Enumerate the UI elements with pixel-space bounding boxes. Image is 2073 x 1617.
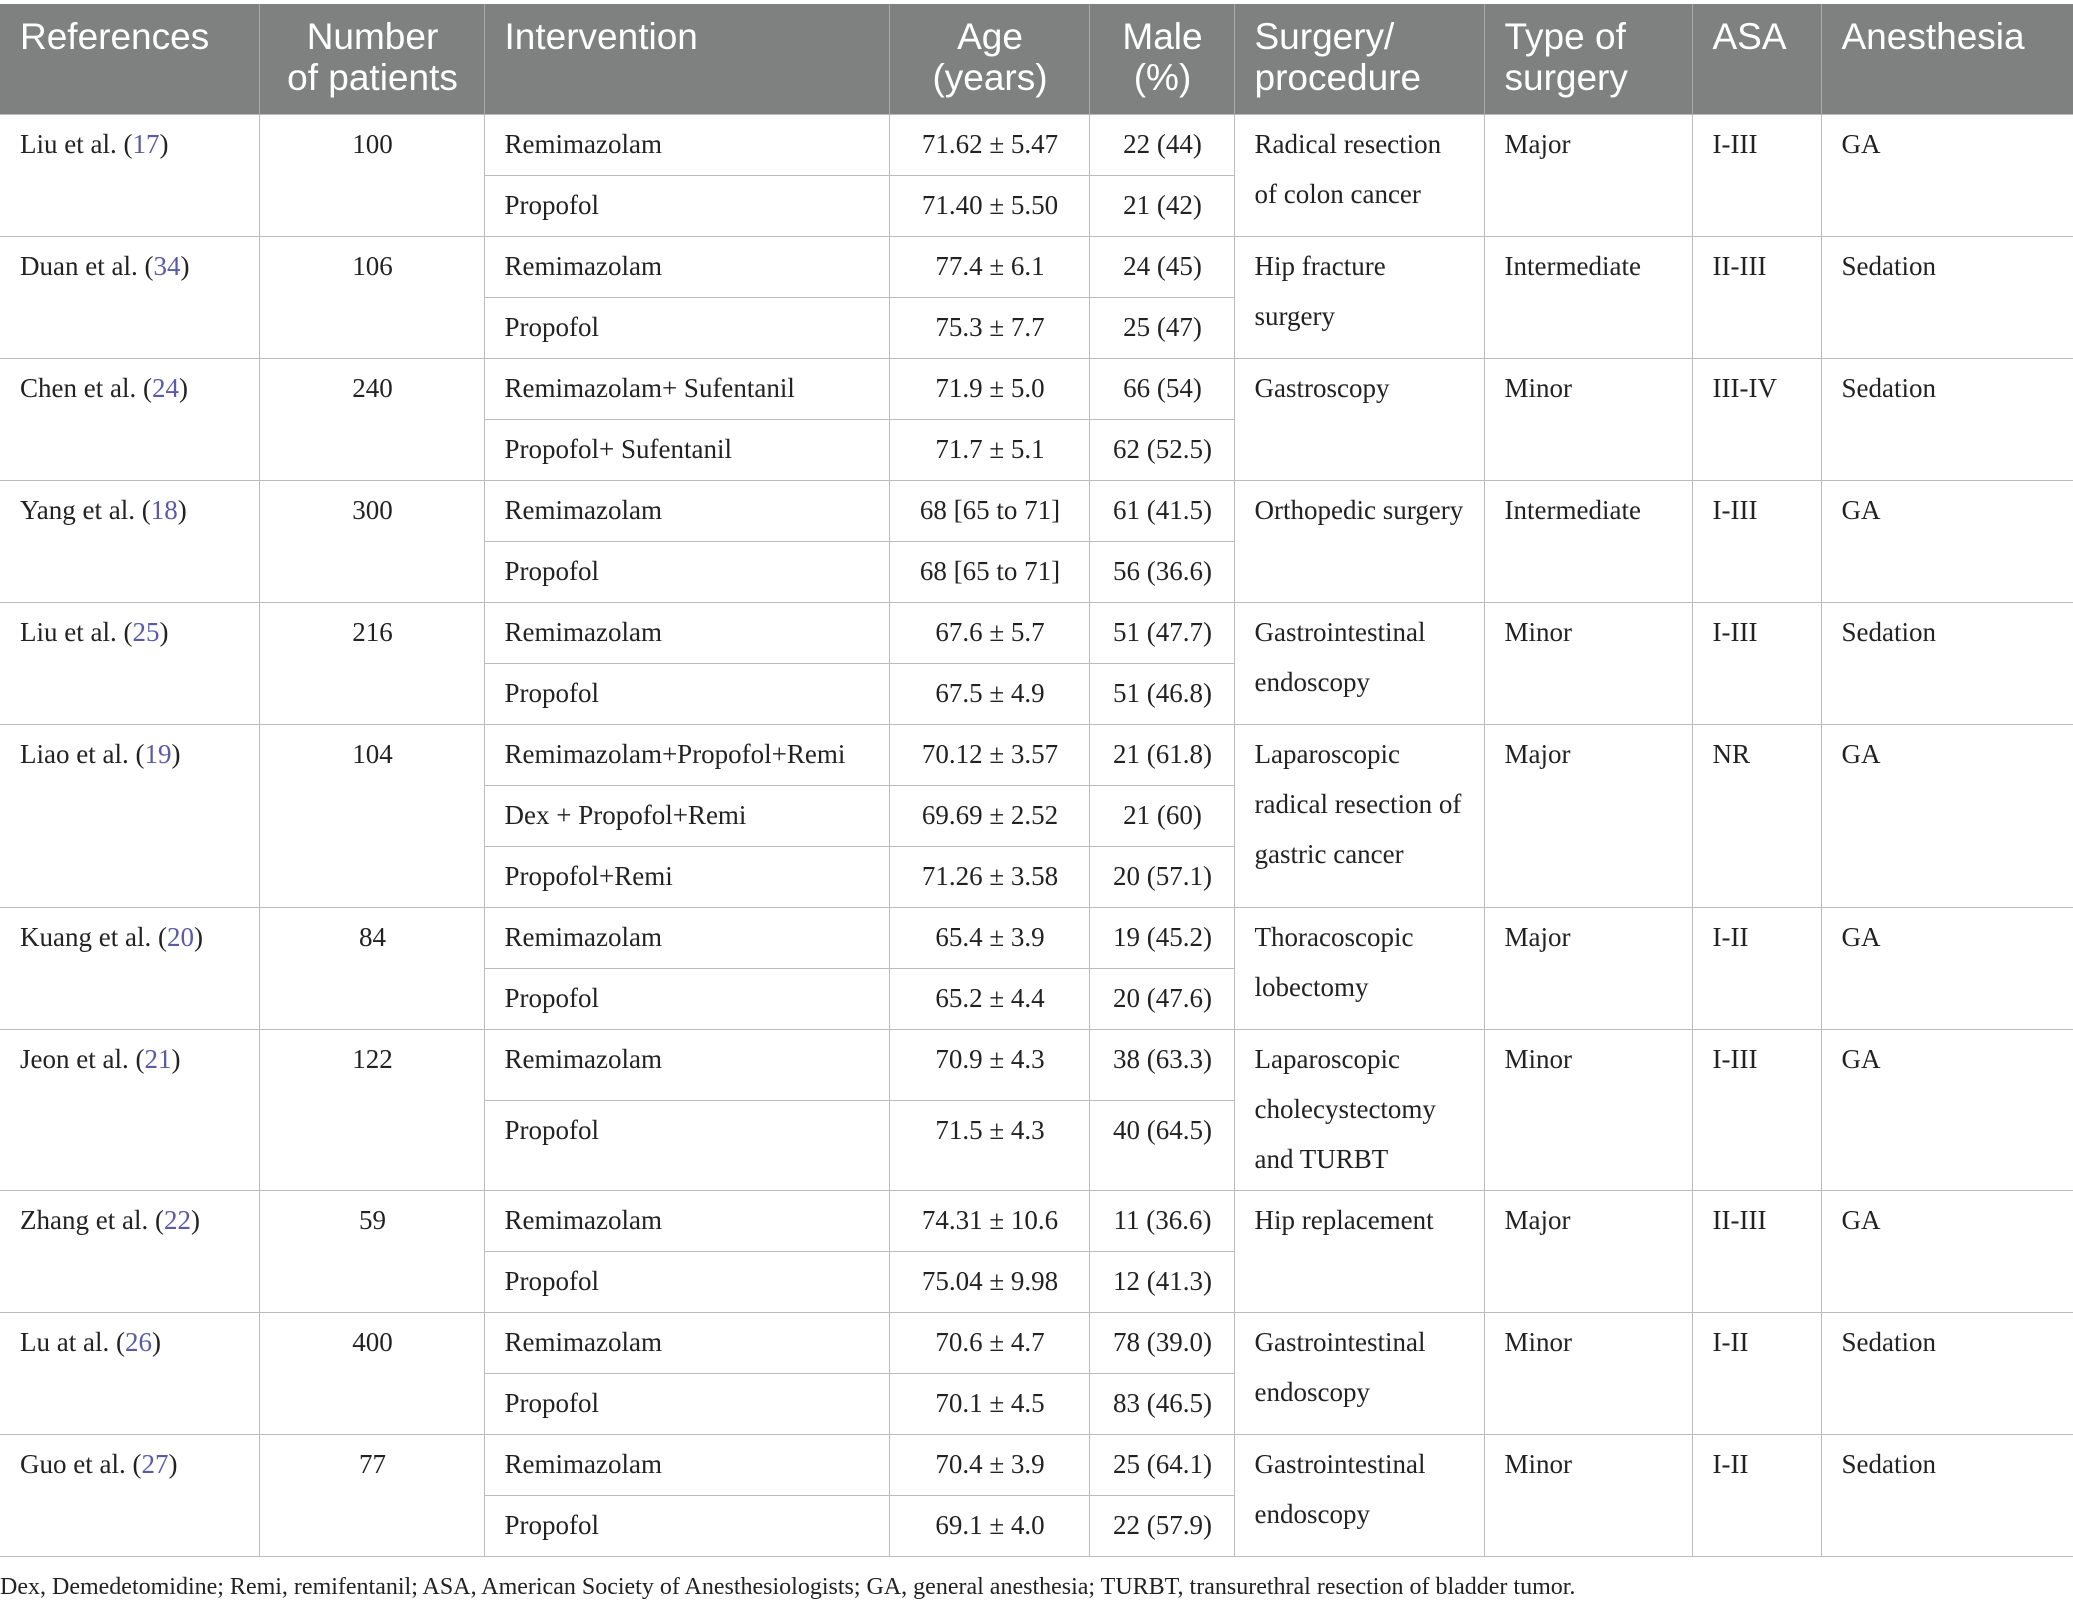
cell-male: 20 (57.1) <box>1089 846 1234 907</box>
cell-male: 61 (41.5) <box>1089 480 1234 541</box>
reference-close: ) <box>178 372 188 403</box>
reference-number: 20 <box>166 921 194 952</box>
cell-age: 69.1 ± 4.0 <box>889 1495 1089 1556</box>
cell-intervention: Remimazolam <box>484 1312 889 1373</box>
cell-intervention: Propofol <box>484 175 889 236</box>
cell-male: 25 (64.1) <box>1089 1434 1234 1495</box>
cell-number-of-patients: 106 <box>259 236 484 358</box>
cell-surgery-procedure: Orthopedic surgery <box>1234 480 1484 602</box>
table-row <box>0 1029 2073 1101</box>
cell-male: 78 (39.0) <box>1089 1312 1234 1373</box>
cell-reference <box>0 114 259 236</box>
cell-male: 40 (64.5) <box>1089 1101 1234 1190</box>
reference-number: 17 <box>132 128 160 159</box>
cell-age: 70.9 ± 4.3 <box>889 1029 1089 1101</box>
cell-reference <box>0 724 259 907</box>
cell-intervention: Propofol <box>484 1251 889 1312</box>
cell-age: 75.3 ± 7.7 <box>889 297 1089 358</box>
table-row <box>0 236 2073 297</box>
cell-reference <box>0 236 259 358</box>
reference-author: Zhang et al. ( <box>20 1204 164 1235</box>
header-number-of-patients: Number of patients <box>259 4 484 114</box>
reference-author: Lu at al. ( <box>20 1326 125 1357</box>
cell-age: 65.2 ± 4.4 <box>889 968 1089 1029</box>
cell-age: 71.9 ± 5.0 <box>889 358 1089 419</box>
cell-number-of-patients: 84 <box>259 907 484 1029</box>
cell-age: 69.69 ± 2.52 <box>889 785 1089 846</box>
cell-type-of-surgery: Minor <box>1484 1312 1692 1434</box>
reference-author: Guo et al. ( <box>20 1448 142 1479</box>
reference-citation <box>20 922 203 952</box>
reference-author: Chen et al. ( <box>20 372 152 403</box>
reference-number: 18 <box>150 494 178 525</box>
cell-intervention: Propofol+ Sufentanil <box>484 419 889 480</box>
cell-number-of-patients: 100 <box>259 114 484 236</box>
header-anesthesia: Anesthesia <box>1821 4 2073 114</box>
cell-type-of-surgery: Minor <box>1484 602 1692 724</box>
cell-anesthesia: Sedation <box>1821 602 2073 724</box>
cell-type-of-surgery: Major <box>1484 1190 1692 1312</box>
cell-number-of-patients: 216 <box>259 602 484 724</box>
cell-asa: II-III <box>1692 1190 1821 1312</box>
cell-asa: III-IV <box>1692 358 1821 480</box>
cell-anesthesia: GA <box>1821 1029 2073 1190</box>
table-row <box>0 358 2073 419</box>
cell-type-of-surgery: Major <box>1484 114 1692 236</box>
reference-number: 27 <box>141 1448 169 1479</box>
cell-intervention: Remimazolam <box>484 1434 889 1495</box>
reference-close: ) <box>193 921 203 952</box>
cell-anesthesia: Sedation <box>1821 236 2073 358</box>
reference-author: Liu et al. ( <box>20 128 133 159</box>
cell-number-of-patients: 77 <box>259 1434 484 1556</box>
reference-close: ) <box>168 1448 178 1479</box>
reference-citation <box>20 1327 161 1357</box>
reference-author: Liao et al. ( <box>20 738 145 769</box>
cell-age: 70.6 ± 4.7 <box>889 1312 1089 1373</box>
cell-intervention: Remimazolam <box>484 907 889 968</box>
cell-number-of-patients: 104 <box>259 724 484 907</box>
reference-author: Liu et al. ( <box>20 616 133 647</box>
cell-number-of-patients: 400 <box>259 1312 484 1434</box>
cell-asa: I-II <box>1692 907 1821 1029</box>
cell-asa: I-III <box>1692 480 1821 602</box>
reference-citation <box>20 739 180 769</box>
cell-male: 51 (47.7) <box>1089 602 1234 663</box>
cell-intervention: Remimazolam <box>484 1029 889 1101</box>
cell-intervention: Propofol <box>484 968 889 1029</box>
table-body <box>0 114 2073 1556</box>
reference-author: Yang et al. ( <box>20 494 151 525</box>
cell-anesthesia: GA <box>1821 1190 2073 1312</box>
cell-type-of-surgery: Minor <box>1484 1029 1692 1190</box>
table-row <box>0 1312 2073 1373</box>
header-male: Male (%) <box>1089 4 1234 114</box>
cell-age: 65.4 ± 3.9 <box>889 907 1089 968</box>
table-row <box>0 114 2073 175</box>
reference-number: 24 <box>151 372 179 403</box>
cell-asa: I-III <box>1692 602 1821 724</box>
reference-number: 34 <box>153 250 181 281</box>
cell-intervention: Propofol <box>484 663 889 724</box>
studies-table-container <box>0 4 2073 1557</box>
cell-reference <box>0 1312 259 1434</box>
cell-intervention: Remimazolam+ Sufentanil <box>484 358 889 419</box>
reference-citation <box>20 1044 180 1074</box>
cell-surgery-procedure: Laparoscopic cholecystectomy and TURBT <box>1234 1029 1484 1190</box>
cell-number-of-patients: 122 <box>259 1029 484 1190</box>
header-intervention: Intervention <box>484 4 889 114</box>
header-surgery-procedure: Surgery/ procedure <box>1234 4 1484 114</box>
cell-asa: NR <box>1692 724 1821 907</box>
cell-reference <box>0 907 259 1029</box>
reference-number: 25 <box>132 616 160 647</box>
reference-number: 19 <box>144 738 172 769</box>
cell-age: 68 [65 to 71] <box>889 480 1089 541</box>
cell-asa: I-II <box>1692 1312 1821 1434</box>
cell-reference <box>0 1029 259 1190</box>
reference-close: ) <box>180 250 190 281</box>
cell-age: 71.40 ± 5.50 <box>889 175 1089 236</box>
cell-male: 83 (46.5) <box>1089 1373 1234 1434</box>
cell-anesthesia: GA <box>1821 114 2073 236</box>
reference-close: ) <box>190 1204 200 1235</box>
cell-surgery-procedure: Gastrointestinal endoscopy <box>1234 1434 1484 1556</box>
header-row <box>0 4 2073 114</box>
reference-close: ) <box>171 738 181 769</box>
cell-intervention: Propofol <box>484 1495 889 1556</box>
cell-age: 71.26 ± 3.58 <box>889 846 1089 907</box>
cell-reference <box>0 1434 259 1556</box>
cell-male: 25 (47) <box>1089 297 1234 358</box>
cell-reference <box>0 358 259 480</box>
table-footnote: Dex, Demedetomidine; Remi, remifentanil; ASA, American Society of Anesthesiologists; GA, general anesthesia; TURBT, transurethral resection of bladder tumor. <box>0 1574 1576 1600</box>
cell-surgery-procedure: Radical resection of colon cancer <box>1234 114 1484 236</box>
reference-citation <box>20 1205 200 1235</box>
reference-citation <box>20 495 187 525</box>
cell-number-of-patients: 240 <box>259 358 484 480</box>
cell-intervention: Remimazolam <box>484 114 889 175</box>
cell-intervention: Remimazolam <box>484 480 889 541</box>
cell-age: 67.5 ± 4.9 <box>889 663 1089 724</box>
cell-male: 21 (60) <box>1089 785 1234 846</box>
cell-age: 71.62 ± 5.47 <box>889 114 1089 175</box>
cell-age: 70.1 ± 4.5 <box>889 1373 1089 1434</box>
cell-male: 12 (41.3) <box>1089 1251 1234 1312</box>
studies-table <box>0 4 2073 1557</box>
cell-type-of-surgery: Major <box>1484 907 1692 1029</box>
reference-close: ) <box>151 1326 161 1357</box>
cell-surgery-procedure: Gastrointestinal endoscopy <box>1234 1312 1484 1434</box>
reference-close: ) <box>159 616 169 647</box>
cell-surgery-procedure: Gastroscopy <box>1234 358 1484 480</box>
cell-intervention: Propofol <box>484 297 889 358</box>
cell-reference <box>0 602 259 724</box>
reference-citation <box>20 373 188 403</box>
reference-close: ) <box>177 494 187 525</box>
header-references: References <box>0 4 259 114</box>
header-age: Age (years) <box>889 4 1089 114</box>
cell-intervention: Propofol <box>484 1101 889 1190</box>
cell-asa: I-II <box>1692 1434 1821 1556</box>
cell-type-of-surgery: Major <box>1484 724 1692 907</box>
cell-asa: I-III <box>1692 114 1821 236</box>
cell-reference <box>0 1190 259 1312</box>
reference-author: Duan et al. ( <box>20 250 154 281</box>
cell-male: 22 (57.9) <box>1089 1495 1234 1556</box>
table-row <box>0 602 2073 663</box>
cell-type-of-surgery: Minor <box>1484 1434 1692 1556</box>
cell-anesthesia: GA <box>1821 480 2073 602</box>
reference-number: 21 <box>144 1043 172 1074</box>
cell-intervention: Propofol <box>484 1373 889 1434</box>
cell-anesthesia: Sedation <box>1821 1434 2073 1556</box>
cell-surgery-procedure: Gastrointestinal endoscopy <box>1234 602 1484 724</box>
cell-number-of-patients: 59 <box>259 1190 484 1312</box>
cell-age: 75.04 ± 9.98 <box>889 1251 1089 1312</box>
table-row <box>0 480 2073 541</box>
cell-age: 71.7 ± 5.1 <box>889 419 1089 480</box>
cell-male: 19 (45.2) <box>1089 907 1234 968</box>
cell-intervention: Remimazolam+Propofol+Remi <box>484 724 889 785</box>
cell-asa: I-III <box>1692 1029 1821 1190</box>
cell-male: 66 (54) <box>1089 358 1234 419</box>
cell-intervention: Remimazolam <box>484 602 889 663</box>
header-asa: ASA <box>1692 4 1821 114</box>
cell-male: 11 (36.6) <box>1089 1190 1234 1251</box>
cell-male: 56 (36.6) <box>1089 541 1234 602</box>
cell-anesthesia: Sedation <box>1821 358 2073 480</box>
cell-reference <box>0 480 259 602</box>
cell-male: 51 (46.8) <box>1089 663 1234 724</box>
table-row <box>0 724 2073 785</box>
cell-intervention: Dex + Propofol+Remi <box>484 785 889 846</box>
cell-anesthesia: Sedation <box>1821 1312 2073 1434</box>
cell-intervention: Propofol+Remi <box>484 846 889 907</box>
cell-asa: II-III <box>1692 236 1821 358</box>
reference-citation <box>20 251 189 281</box>
cell-surgery-procedure: Hip fracture surgery <box>1234 236 1484 358</box>
cell-age: 74.31 ± 10.6 <box>889 1190 1089 1251</box>
header-type-of-surgery: Type of surgery <box>1484 4 1692 114</box>
cell-age: 68 [65 to 71] <box>889 541 1089 602</box>
reference-number: 26 <box>124 1326 152 1357</box>
cell-age: 71.5 ± 4.3 <box>889 1101 1089 1190</box>
reference-author: Kuang et al. ( <box>20 921 167 952</box>
reference-close: ) <box>171 1043 181 1074</box>
cell-age: 77.4 ± 6.1 <box>889 236 1089 297</box>
cell-number-of-patients: 300 <box>259 480 484 602</box>
cell-age: 70.4 ± 3.9 <box>889 1434 1089 1495</box>
cell-intervention: Remimazolam <box>484 1190 889 1251</box>
table-header <box>0 4 2073 114</box>
reference-citation <box>20 617 168 647</box>
cell-male: 21 (42) <box>1089 175 1234 236</box>
reference-citation <box>20 129 168 159</box>
table-row <box>0 907 2073 968</box>
table-row <box>0 1190 2073 1251</box>
reference-close: ) <box>159 128 169 159</box>
cell-age: 70.12 ± 3.57 <box>889 724 1089 785</box>
table-row <box>0 1434 2073 1495</box>
cell-type-of-surgery: Intermediate <box>1484 236 1692 358</box>
cell-anesthesia: GA <box>1821 724 2073 907</box>
cell-male: 24 (45) <box>1089 236 1234 297</box>
cell-anesthesia: GA <box>1821 907 2073 1029</box>
cell-male: 62 (52.5) <box>1089 419 1234 480</box>
reference-citation <box>20 1449 177 1479</box>
cell-type-of-surgery: Minor <box>1484 358 1692 480</box>
reference-author: Jeon et al. ( <box>20 1043 145 1074</box>
cell-surgery-procedure: Hip replacement <box>1234 1190 1484 1312</box>
cell-male: 38 (63.3) <box>1089 1029 1234 1101</box>
cell-male: 22 (44) <box>1089 114 1234 175</box>
cell-age: 67.6 ± 5.7 <box>889 602 1089 663</box>
cell-intervention: Remimazolam <box>484 236 889 297</box>
cell-male: 20 (47.6) <box>1089 968 1234 1029</box>
cell-intervention: Propofol <box>484 541 889 602</box>
cell-male: 21 (61.8) <box>1089 724 1234 785</box>
reference-number: 22 <box>163 1204 191 1235</box>
cell-surgery-procedure: Thoracoscopic lobectomy <box>1234 907 1484 1029</box>
cell-type-of-surgery: Intermediate <box>1484 480 1692 602</box>
cell-surgery-procedure: Laparoscopic radical resection of gastric cancer <box>1234 724 1484 907</box>
